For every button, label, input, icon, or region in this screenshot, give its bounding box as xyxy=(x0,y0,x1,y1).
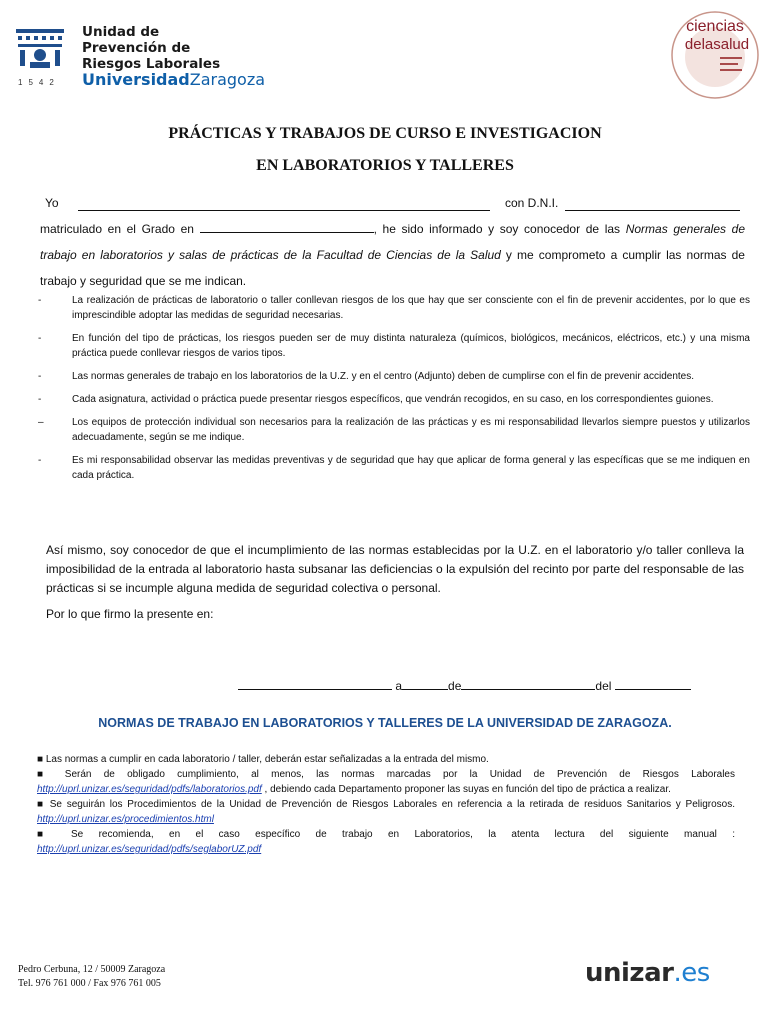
procedimientos-link[interactable]: http://uprl.unizar.es/procedimientos.html xyxy=(37,814,214,825)
seglabor-pdf-link[interactable]: http://uprl.unizar.es/seguridad/pdfs/seglaborUZ.pdf xyxy=(37,844,262,855)
year-field-line[interactable] xyxy=(615,677,691,690)
university-emblem-icon xyxy=(14,26,66,78)
university-name-bold: Universidad xyxy=(82,70,190,89)
unit-name-line2: Prevención de xyxy=(82,40,191,56)
rule-text: Las normas generales de trabajo en los laboratorios de la U.Z. y en el centro (Adjunto) deben de cumplirse con el fin de prevenir accidentes. xyxy=(72,371,695,382)
unizar-logo xyxy=(585,958,710,988)
month-field-line[interactable] xyxy=(461,677,595,690)
rule-item xyxy=(38,331,750,361)
norm-item-2-text: ■ Serán de obligado cumplimiento, al menos, las normas marcadas por la Unidad de Prevención de Riesgos Laborales xyxy=(37,769,735,780)
label-informado: , he sido informado y soy conocedor de las xyxy=(373,222,621,236)
norm-item-4 xyxy=(37,827,735,857)
rule-dash: - xyxy=(38,295,42,306)
norm-item-3 xyxy=(37,797,735,827)
rule-item xyxy=(38,392,750,407)
name-field-line[interactable] xyxy=(78,198,490,211)
rule-text: La realización de prácticas de laboratorio o taller conllevan riesgos de los que hay que ser consciente con el fin de prevenir accidentes, por lo que es imprescindible adoptar las medidas de seguridad necesarias. xyxy=(72,295,750,321)
norm-item-4-text: ■ Se recomienda, en el caso específico de trabajo en Laboratorios, la atenta lectura del siguiente manual : xyxy=(37,829,735,840)
norms-section-title: NORMAS DE TRABAJO EN LABORATORIOS Y TALLERES DE LA UNIVERSIDAD DE ZARAGOZA. xyxy=(98,716,672,730)
rule-item xyxy=(38,453,750,483)
label-del: del xyxy=(595,679,612,693)
dni-field-line[interactable] xyxy=(565,198,740,211)
rule-dash: - xyxy=(38,371,42,382)
date-signature-line xyxy=(238,677,691,693)
founding-year: 1542 xyxy=(18,78,60,87)
cs-logo-line1: ciencias xyxy=(686,18,744,35)
grado-field-line[interactable] xyxy=(200,220,374,233)
footer-address-line2: Tel. 976 761 000 / Fax 976 761 005 xyxy=(18,978,161,989)
rule-text: Los equipos de protección individual son necesarios para la realización de las prácticas y es mi responsabilidad llevarlos siempre puestos y utilizarlos adecuadamente, según se me indique. xyxy=(72,417,750,443)
university-name xyxy=(82,70,265,89)
unit-name-line3: Riesgos Laborales xyxy=(82,56,221,72)
rule-dash: - xyxy=(38,455,42,466)
signing-place-text: Por lo que firmo la presente en: xyxy=(46,607,214,621)
cs-logo-line2: delasalud xyxy=(684,36,750,53)
norm-item-2-text-end: , debiendo cada Departamento proponer las suyas en función del tipo de práctica a realizar. xyxy=(261,784,671,795)
unit-name-line1: Unidad de xyxy=(82,24,160,40)
rule-dash: - xyxy=(38,394,42,405)
label-dni: con D.N.I. xyxy=(505,196,559,210)
university-name-rest: Zaragoza xyxy=(189,70,266,89)
rule-item xyxy=(38,293,750,323)
rule-text: En función del tipo de prácticas, los riesgos pueden ser de muy distinta naturaleza (químicos, biológicos, mecánicos, eléctricos, etc.) y una misma práctica puede conllevar riesgos de varios tipos. xyxy=(72,333,750,359)
rule-text: Es mi responsabilidad observar las medidas preventivas y de seguridad que hay que aplicar de forma general y las específicas que se me indiquen en cada práctica. xyxy=(72,455,750,481)
document-title-line1: PRÁCTICAS Y TRABAJOS DE CURSO E INVESTIGACION xyxy=(168,125,602,142)
laboratorios-pdf-link[interactable]: http://uprl.unizar.es/seguridad/pdfs/laboratorios.pdf xyxy=(37,784,262,795)
normas-generales-italic: Normas generales de trabajo en laboratorios y salas de prácticas de la Facultad de Ciencias de la Salud xyxy=(40,222,745,262)
place-field-line[interactable] xyxy=(238,677,392,690)
document-title-line2: EN LABORATORIOS Y TALLERES xyxy=(256,157,514,174)
unit-name xyxy=(82,24,220,72)
norms-section-body xyxy=(37,752,735,857)
rule-dash: – xyxy=(38,417,44,428)
unizar-logo-text: unizar xyxy=(585,958,674,988)
label-yo: Yo xyxy=(45,196,59,210)
label-matriculado: matriculado en el Grado en xyxy=(40,222,194,236)
label-de: de xyxy=(448,679,462,693)
footer-address xyxy=(18,963,165,991)
norm-item-2 xyxy=(37,767,735,797)
day-field-line[interactable] xyxy=(402,677,448,690)
rule-item xyxy=(38,415,750,445)
commitment-paragraph xyxy=(40,216,745,294)
label-a: a xyxy=(395,679,403,693)
norm-item-3-text: ■ Se seguirán los Procedimientos de la Unidad de Prevención de Riesgos Laborales en referencia a la retirada de residuos Sanitarios y Peligrosos. xyxy=(37,799,735,810)
ciencias-salud-logo xyxy=(665,5,760,100)
norm-item-1: ■ Las normas a cumplir en cada laboratorio / taller, deberán estar señalizadas a la entrada del mismo. xyxy=(37,754,489,765)
rules-list xyxy=(38,293,750,491)
footer-address-line1: Pedro Cerbuna, 12 / 50009 Zaragoza xyxy=(18,964,166,975)
rule-dash: - xyxy=(38,333,42,344)
consequences-paragraph: Así mismo, soy conocedor de que el incumplimiento de las normas establecidas por la U.Z. en el laboratorio y/o taller conlleva la imposibilidad de la entrada al laboratorio hasta subsanar las deficiencias o la expulsión del recinto por parte del responsable de las prácticas si se incumple alguna medida de seguridad colectiva o personal. xyxy=(46,543,744,595)
label-comprometo: y me comprometo a cumplir las normas de trabajo y seguridad que se me indican. xyxy=(40,248,745,288)
rule-text: Cada asignatura, actividad o práctica puede presentar riesgos específicos, que vendrán recogidos, en su caso, en los correspondientes guiones. xyxy=(72,394,714,405)
rule-item xyxy=(38,369,750,384)
unizar-logo-es: .es xyxy=(673,958,710,988)
